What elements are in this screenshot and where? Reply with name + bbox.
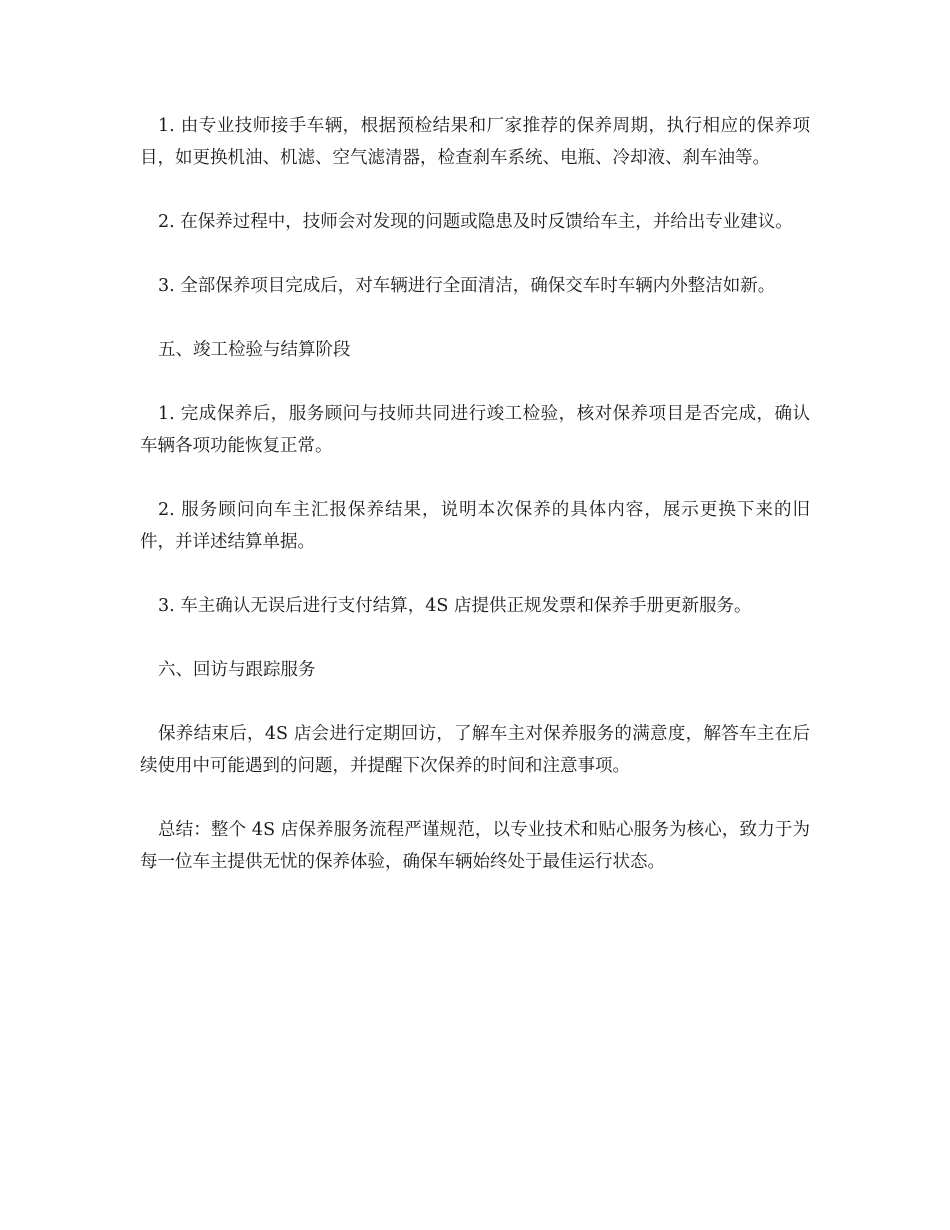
paragraph-inspection-step-2: 2. 服务顾问向车主汇报保养结果，说明本次保养的具体内容，展示更换下来的旧件，并详述结算单据。 bbox=[140, 500, 810, 552]
paragraph-maintenance-step-1: 1. 由专业技师接手车辆，根据预检结果和厂家推荐的保养周期，执行相应的保养项目，如更换机油、机滤、空气滤清器，检查刹车系统、电瓶、冷却液、刹车油等。 bbox=[140, 116, 810, 168]
paragraph-summary: 总结：整个 4S 店保养服务流程严谨规范，以专业技术和贴心服务为核心，致力于为每一位车主提供无忧的保养体验，确保车辆始终处于最佳运行状态。 bbox=[140, 820, 810, 872]
paragraph-inspection-step-1: 1. 完成保养后，服务顾问与技师共同进行竣工检验，核对保养项目是否完成，确认车辆各项功能恢复正常。 bbox=[140, 404, 810, 456]
paragraph-inspection-step-3: 3. 车主确认无误后进行支付结算，4S 店提供正规发票和保养手册更新服务。 bbox=[158, 596, 752, 616]
section-heading-follow-up: 六、回访与跟踪服务 bbox=[158, 660, 316, 680]
paragraph-maintenance-step-2: 2. 在保养过程中，技师会对发现的问题或隐患及时反馈给车主，并给出专业建议。 bbox=[158, 212, 793, 232]
section-heading-completion-inspection: 五、竣工检验与结算阶段 bbox=[158, 340, 351, 360]
paragraph-follow-up: 保养结束后，4S 店会进行定期回访，了解车主对保养服务的满意度，解答车主在后续使用中可能遇到的问题，并提醒下次保养的时间和注意事项。 bbox=[140, 724, 810, 776]
paragraph-maintenance-step-3: 3. 全部保养项目完成后，对车辆进行全面清洁，确保交车时车辆内外整洁如新。 bbox=[158, 276, 776, 296]
